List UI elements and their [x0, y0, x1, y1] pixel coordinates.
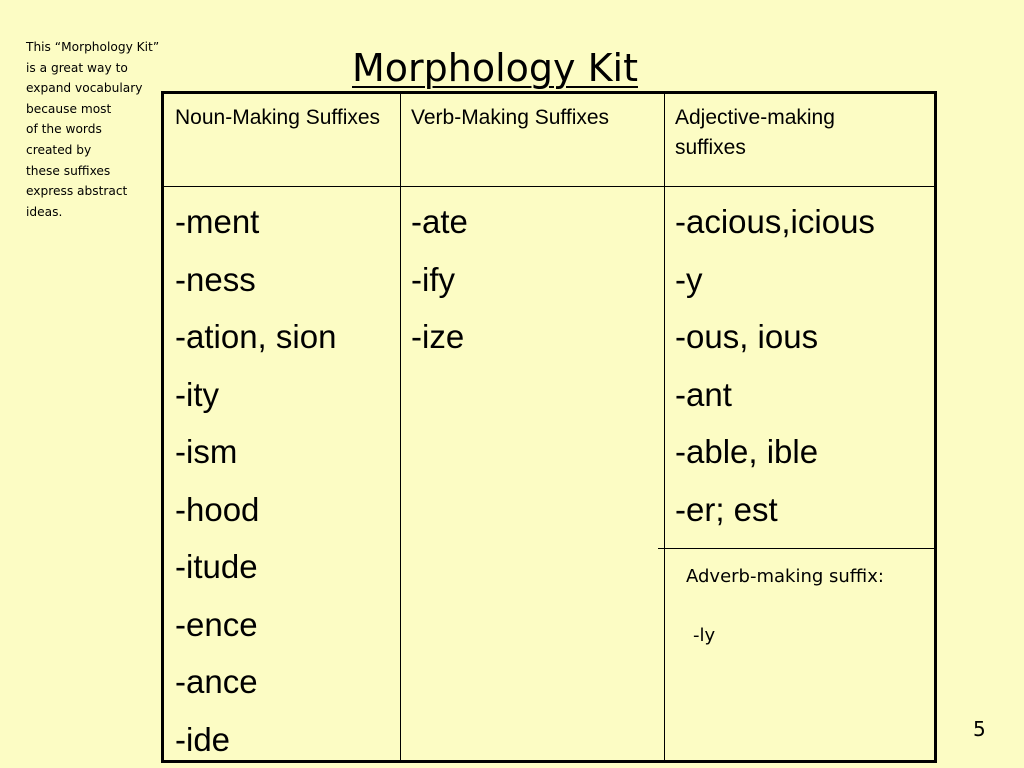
slide-title: Morphology Kit [352, 46, 638, 90]
adjective-suffix-list [675, 193, 875, 538]
side-note-line: because most [26, 101, 112, 116]
column-divider [400, 94, 401, 760]
header-divider [164, 186, 934, 187]
adverb-suffix: -ly [693, 625, 716, 646]
header-adjective: Adjective-making suffixes [675, 106, 835, 159]
column-divider [664, 94, 665, 760]
side-note-line: is a great way to [26, 60, 128, 75]
verb-suffix-list [411, 193, 468, 366]
list-item: -ment [175, 203, 260, 240]
side-note [26, 37, 176, 222]
list-item: -ize [411, 318, 465, 355]
list-item: -ence [175, 605, 258, 643]
side-note-line: express abstract [26, 184, 128, 199]
side-note-line: these suffixes [26, 163, 111, 178]
list-item: -acious,icious [675, 203, 875, 240]
suffix-table [161, 91, 937, 763]
list-item: -ity [175, 375, 219, 413]
list-item: -y [675, 260, 703, 298]
page-number: 5 [973, 717, 986, 741]
adverb-label: Adverb-making suffix: [686, 566, 884, 587]
list-item: -ant [675, 375, 732, 413]
side-note-line: created by [26, 142, 92, 157]
list-item: -ide [175, 720, 231, 758]
list-item: -ism [175, 433, 238, 470]
list-item: -er; est [675, 490, 778, 528]
side-note-line: This “Morphology Kit” [26, 40, 160, 54]
side-note-line: ideas. [26, 204, 63, 219]
side-note-line: expand vocabulary [26, 81, 143, 96]
side-note-line: of the words [26, 122, 102, 137]
list-item: -ous, ious [675, 318, 819, 355]
noun-suffix-list [175, 193, 336, 768]
header-noun: Noun-Making Suffixes [175, 106, 381, 129]
list-item: -ness [175, 260, 256, 298]
header-verb: Verb-Making Suffixes [411, 106, 610, 129]
list-item: -ify [411, 260, 455, 298]
list-item: -ance [175, 663, 258, 700]
adverb-section [686, 566, 884, 646]
list-item: -ate [411, 203, 468, 240]
list-item: -ation, sion [175, 318, 337, 355]
adverb-divider [658, 548, 934, 549]
list-item: -able, ible [675, 433, 819, 470]
list-item: -itude [175, 548, 258, 585]
list-item: -hood [175, 490, 260, 528]
